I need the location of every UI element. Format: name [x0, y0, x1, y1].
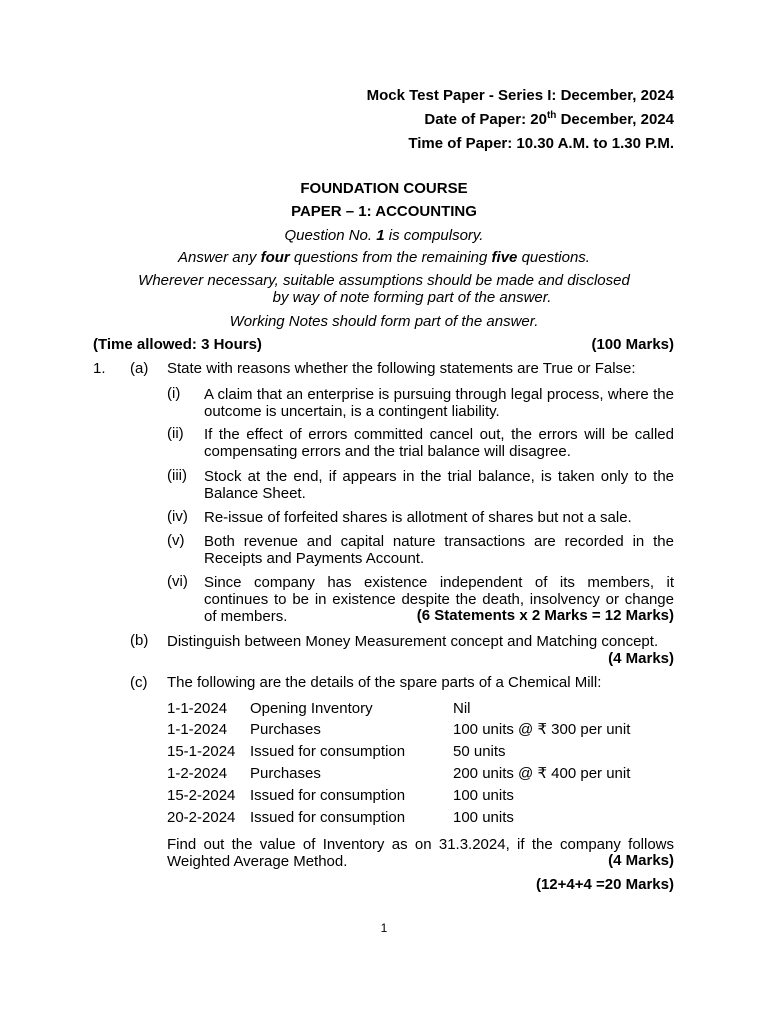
answer-pre: Answer any — [178, 249, 261, 266]
item-number: (v) — [167, 532, 185, 549]
assumption-line-1: Wherever necessary, suitable assumptions should be made and disclosed — [138, 272, 630, 289]
part-c-text: The following are the details of the spare parts of a Chemical Mill: — [167, 674, 602, 691]
part-b-text: Distinguish between Money Measurement concept and Matching concept. — [167, 633, 659, 650]
inventory-qty: 50 units — [453, 743, 506, 760]
time-allowed: (Time allowed: 3 Hours) — [93, 336, 262, 353]
working-notes-instruction: Working Notes should form part of the answer. — [229, 313, 539, 330]
item-number: (iii) — [167, 467, 187, 484]
part-c-label: (c) — [130, 674, 148, 691]
question-number: 1. — [93, 360, 106, 377]
paper-title: PAPER – 1: ACCOUNTING — [291, 203, 477, 220]
course-title: FOUNDATION COURSE — [300, 180, 468, 197]
page-number: 1 — [380, 921, 388, 935]
assumption-line-2: by way of note forming part of the answer. — [272, 289, 552, 306]
answer-four: four — [260, 249, 290, 266]
item-number: (ii) — [167, 425, 184, 442]
compulsory-post: is compulsory. — [384, 227, 484, 244]
inventory-qty: 100 units @ ₹ 300 per unit — [453, 721, 631, 738]
compulsory-pre: Question No. — [284, 227, 377, 244]
inventory-date: 15-2-2024 — [167, 787, 236, 804]
statement-text: Stock at the end, if appears in the trial balance, is taken only to the Balance Sheet. — [204, 468, 674, 502]
inventory-desc: Issued for consumption — [250, 809, 406, 826]
answer-mid: questions from the remaining — [289, 249, 492, 266]
compulsory-num: 1 — [376, 227, 385, 244]
inventory-desc: Issued for consumption — [250, 787, 406, 804]
inventory-date: 1-2-2024 — [167, 765, 228, 782]
inventory-qty: 100 units — [453, 809, 514, 826]
inventory-date: 1-1-2024 — [167, 700, 228, 717]
part-a-text: State with reasons whether the following statements are True or False: — [167, 360, 636, 377]
header-date-sup: th — [546, 110, 557, 121]
part-a-marks: (6 Statements x 2 Marks = 12 Marks) — [416, 607, 674, 624]
statement-text: A claim that an enterprise is pursuing through legal process, where the outcome is uncertain, is a contingent liability. — [204, 386, 674, 420]
question-total-marks: (12+4+4 =20 Marks) — [535, 876, 674, 893]
part-b-label: (b) — [130, 632, 149, 649]
inventory-qty: 100 units — [453, 787, 514, 804]
statement-text: Re-issue of forfeited shares is allotment of shares but not a sale. — [204, 509, 632, 526]
header-date-suffix: December, 2024 — [556, 111, 674, 128]
item-number: (vi) — [167, 573, 188, 590]
compulsory-instruction — [0, 227, 768, 245]
inventory-date: 20-2-2024 — [167, 809, 236, 826]
inventory-desc: Purchases — [250, 765, 321, 782]
item-number: (i) — [167, 385, 181, 402]
inventory-qty: Nil — [453, 700, 471, 717]
answer-post: questions. — [517, 249, 590, 266]
part-a-label: (a) — [130, 360, 149, 377]
item-number: (iv) — [167, 508, 188, 525]
inventory-desc: Opening Inventory — [250, 700, 373, 717]
inventory-qty: 200 units @ ₹ 400 per unit — [453, 765, 631, 782]
header-date — [424, 111, 674, 129]
inventory-date: 1-1-2024 — [167, 721, 228, 738]
header-date-prefix: Date of Paper: 20 — [424, 111, 547, 128]
inventory-date: 15-1-2024 — [167, 743, 236, 760]
answer-instruction — [0, 249, 768, 267]
statement-text: Both revenue and capital nature transactions are recorded in the Receipts and Payments Account. — [204, 533, 674, 567]
part-b-marks: (4 Marks) — [608, 650, 674, 667]
header-time: Time of Paper: 10.30 A.M. to 1.30 P.M. — [408, 135, 674, 152]
inventory-desc: Issued for consumption — [250, 743, 406, 760]
part-c-marks: (4 Marks) — [608, 852, 674, 869]
part-c-question: Find out the value of Inventory as on 31.3.2024, if the company follows Weighted Average Method. — [167, 836, 674, 870]
statement-text: Since company has existence independent of its members, it continues to be in existence despite the death, insolvency or change of members. — [204, 574, 674, 625]
answer-five: five — [491, 249, 518, 266]
statement-text: If the effect of errors committed cancel out, the errors will be called compensating errors and the trial balance will disagree. — [204, 426, 674, 460]
total-marks: (100 Marks) — [591, 336, 674, 353]
inventory-desc: Purchases — [250, 721, 321, 738]
header-series: Mock Test Paper - Series I: December, 2024 — [366, 87, 674, 104]
